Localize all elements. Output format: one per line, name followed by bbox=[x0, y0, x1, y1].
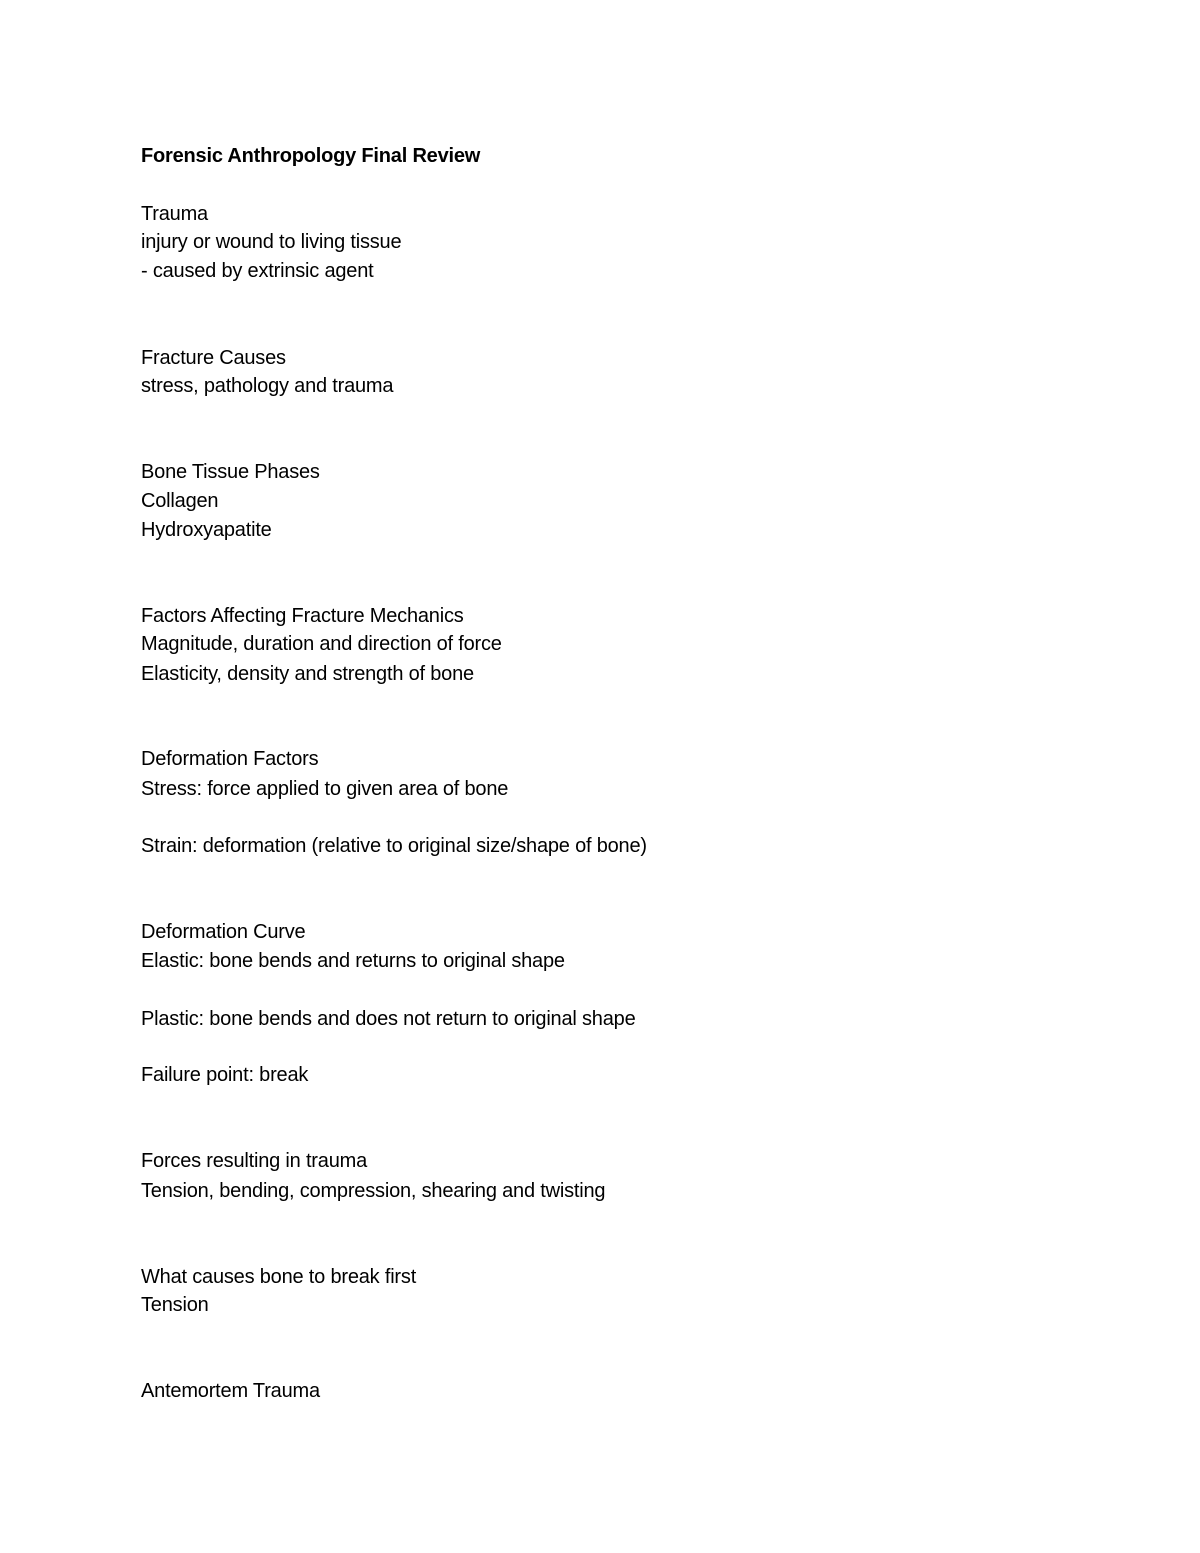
section-heading: Forces resulting in trauma bbox=[141, 1150, 368, 1172]
text-line: Strain: deformation (relative to original size/shape of bone) bbox=[141, 835, 647, 857]
section-heading: Bone Tissue Phases bbox=[141, 461, 320, 483]
text-line: injury or wound to living tissue bbox=[141, 231, 402, 253]
section-heading: Fracture Causes bbox=[141, 347, 286, 369]
section-heading: Deformation Curve bbox=[141, 921, 306, 943]
text-line: Hydroxyapatite bbox=[141, 519, 272, 541]
text-line: Magnitude, duration and direction of force bbox=[141, 633, 502, 655]
text-line: Tension bbox=[141, 1294, 209, 1316]
text-line: stress, pathology and trauma bbox=[141, 375, 394, 397]
section-heading: Antemortem Trauma bbox=[141, 1380, 320, 1402]
section-heading: Deformation Factors bbox=[141, 748, 319, 770]
text-line: Elasticity, density and strength of bone bbox=[141, 663, 474, 685]
section-heading: Factors Affecting Fracture Mechanics bbox=[141, 605, 464, 627]
text-line: Elastic: bone bends and returns to original shape bbox=[141, 950, 565, 972]
text-line: Plastic: bone bends and does not return to original shape bbox=[141, 1008, 636, 1030]
text-line: Stress: force applied to given area of bone bbox=[141, 778, 509, 800]
document-title: Forensic Anthropology Final Review bbox=[141, 145, 481, 167]
text-line: Tension, bending, compression, shearing and twisting bbox=[141, 1180, 606, 1202]
text-line: Collagen bbox=[141, 490, 219, 512]
section-heading: Trauma bbox=[141, 203, 208, 225]
text-line: - caused by extrinsic agent bbox=[141, 260, 374, 282]
text-line: Failure point: break bbox=[141, 1064, 309, 1086]
section-heading: What causes bone to break first bbox=[141, 1266, 417, 1288]
